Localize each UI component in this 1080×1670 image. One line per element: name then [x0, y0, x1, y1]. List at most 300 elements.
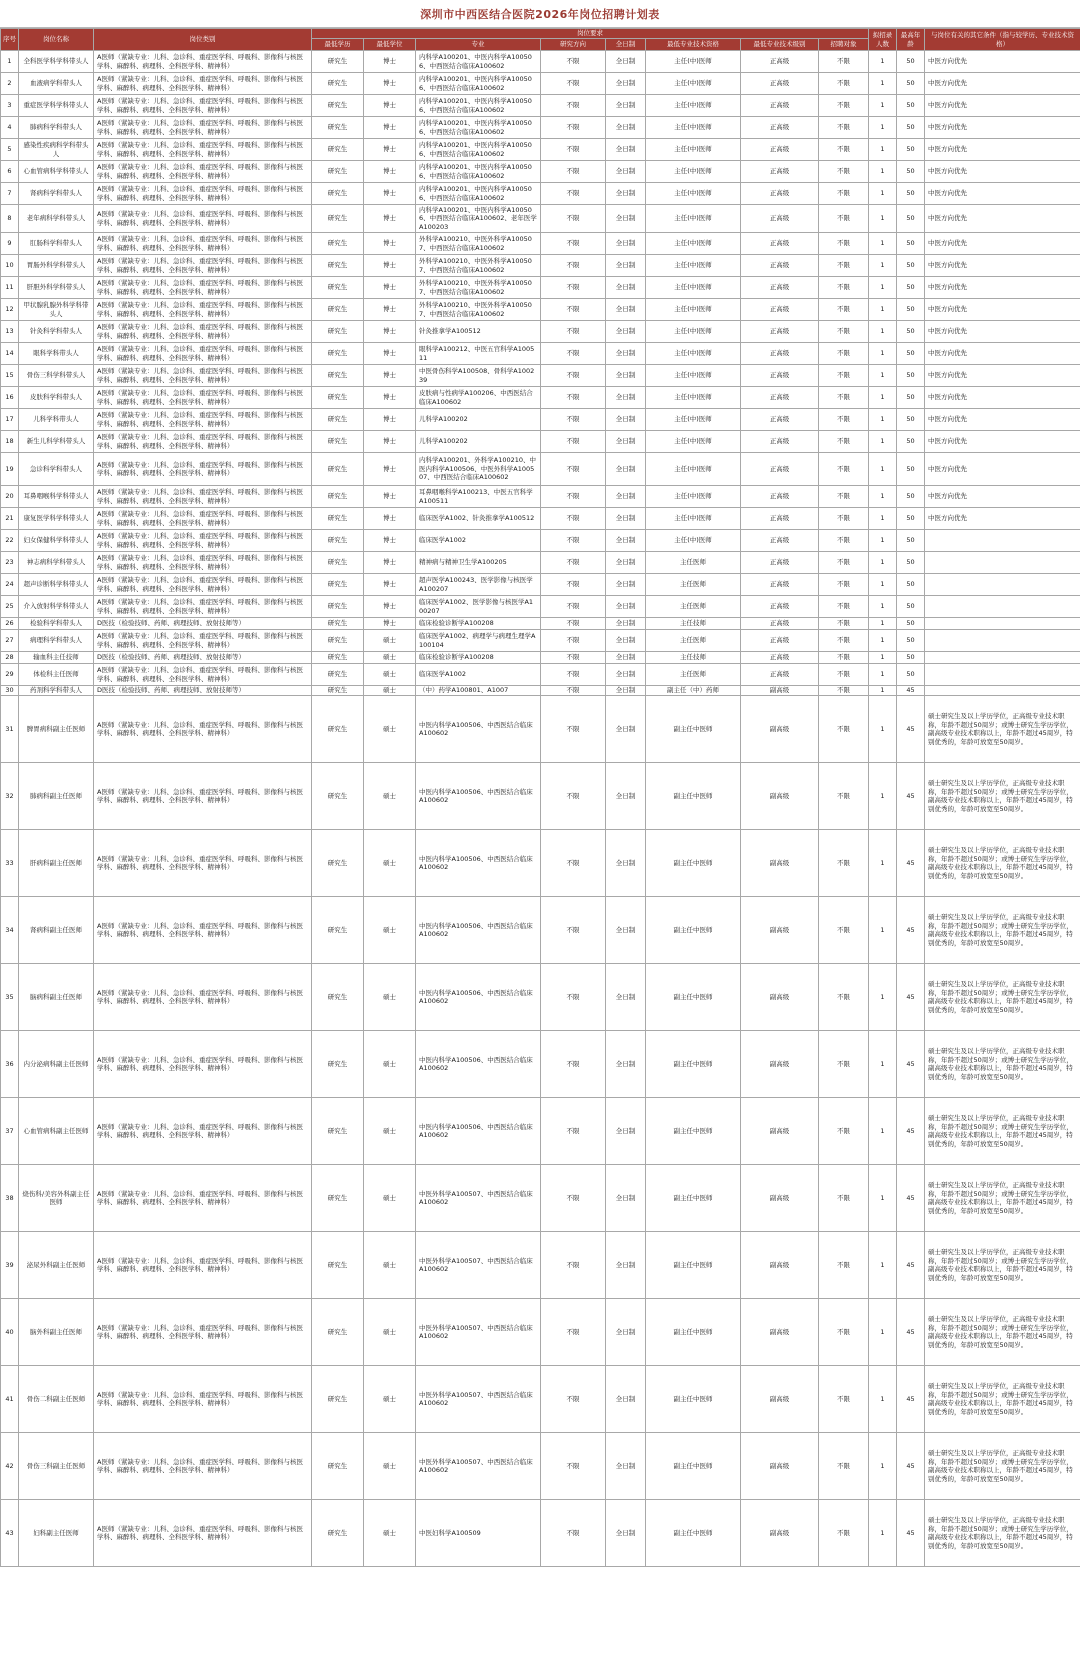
cell-min-tech-level: 副高级 — [741, 897, 819, 964]
cell-min-tech-level: 副高级 — [741, 686, 819, 696]
cell-min-degree: 硕士 — [364, 630, 416, 652]
cell-other: 中医方向优先 — [925, 205, 1080, 233]
cell-headcount: 1 — [869, 183, 897, 205]
cell-headcount: 1 — [869, 205, 897, 233]
cell-max-age: 50 — [897, 365, 925, 387]
cell-min-tech-qual: 副主任中医师 — [646, 964, 741, 1031]
cell-seq: 14 — [1, 343, 19, 365]
cell-fulltime: 全日制 — [606, 139, 646, 161]
cell-min-tech-qual: 副主任中医师 — [646, 1500, 741, 1567]
cell-min-tech-level: 正高级 — [741, 530, 819, 552]
cell-max-age: 45 — [897, 1366, 925, 1433]
cell-max-age: 50 — [897, 387, 925, 409]
cell-target: 不限 — [819, 453, 869, 486]
cell-position-name: 检验科学科带头人 — [19, 618, 94, 630]
cell-seq: 28 — [1, 652, 19, 664]
cell-min-degree: 硕士 — [364, 763, 416, 830]
cell-max-age: 50 — [897, 453, 925, 486]
cell-research: 不限 — [541, 431, 606, 453]
cell-max-age: 50 — [897, 51, 925, 73]
cell-headcount: 1 — [869, 161, 897, 183]
cell-research: 不限 — [541, 409, 606, 431]
cell-position-name: 肝病科副主任医师 — [19, 830, 94, 897]
header-fulltime: 全日制 — [606, 39, 646, 51]
cell-category: A医师（紧缺专业：儿科、急诊科、重症医学科、呼吸科、影像科与核医学科、麻醉科、病理科、全科医学科、精神科） — [94, 255, 312, 277]
cell-min-education: 研究生 — [312, 409, 364, 431]
cell-major: 临床检验诊断学A100208 — [416, 652, 541, 664]
cell-major: 耳鼻咽喉科学A100213、中医五官科学A100511 — [416, 486, 541, 508]
cell-research: 不限 — [541, 117, 606, 139]
cell-min-education: 研究生 — [312, 95, 364, 117]
cell-max-age: 50 — [897, 73, 925, 95]
cell-seq: 27 — [1, 630, 19, 652]
cell-research: 不限 — [541, 618, 606, 630]
cell-min-tech-qual: 主任(中)医师 — [646, 73, 741, 95]
cell-other: 硕士研究生及以上学历学位，正高级专业技术职称，年龄不超过50周岁；或博士研究生学历学位，副高级专业技术职称以上，年龄不超过45周岁，特别优秀的，年龄可放宽至50周岁。 — [925, 763, 1080, 830]
cell-category: A医师（紧缺专业：儿科、急诊科、重症医学科、呼吸科、影像科与核医学科、麻醉科、病理科、全科医学科、精神科） — [94, 1031, 312, 1098]
cell-research: 不限 — [541, 299, 606, 321]
cell-min-degree: 博士 — [364, 95, 416, 117]
cell-min-tech-level: 正高级 — [741, 139, 819, 161]
cell-headcount: 1 — [869, 1299, 897, 1366]
cell-major: 外科学A100210、中医外科学A100507、中西医结合临床A100602 — [416, 255, 541, 277]
cell-research: 不限 — [541, 696, 606, 763]
cell-min-tech-qual: 主任(中)医师 — [646, 51, 741, 73]
table-row — [1, 696, 1080, 763]
cell-headcount: 1 — [869, 233, 897, 255]
cell-min-tech-level: 副高级 — [741, 964, 819, 1031]
cell-other: 硕士研究生及以上学历学位，正高级专业技术职称，年龄不超过50周岁；或博士研究生学历学位，副高级专业技术职称以上，年龄不超过45周岁，特别优秀的，年龄可放宽至50周岁。 — [925, 1500, 1080, 1567]
cell-position-name: 肾病科副主任医师 — [19, 897, 94, 964]
cell-min-education: 研究生 — [312, 117, 364, 139]
cell-min-tech-qual: 副主任中医师 — [646, 1299, 741, 1366]
cell-target: 不限 — [819, 652, 869, 664]
cell-category: A医师（紧缺专业：儿科、急诊科、重症医学科、呼吸科、影像科与核医学科、麻醉科、病理科、全科医学科、精神科） — [94, 1299, 312, 1366]
cell-target: 不限 — [819, 255, 869, 277]
cell-min-education: 研究生 — [312, 652, 364, 664]
table-row — [1, 1500, 1080, 1567]
cell-position-name: 肝胆外科学科带头人 — [19, 277, 94, 299]
cell-min-education: 研究生 — [312, 299, 364, 321]
cell-target: 不限 — [819, 387, 869, 409]
cell-other: 硕士研究生及以上学历学位，正高级专业技术职称，年龄不超过50周岁；或博士研究生学历学位，副高级专业技术职称以上，年龄不超过45周岁，特别优秀的，年龄可放宽至50周岁。 — [925, 1031, 1080, 1098]
cell-min-tech-level: 副高级 — [741, 1098, 819, 1165]
cell-target: 不限 — [819, 95, 869, 117]
cell-category: A医师（紧缺专业：儿科、急诊科、重症医学科、呼吸科、影像科与核医学科、麻醉科、病理科、全科医学科、精神科） — [94, 365, 312, 387]
cell-min-tech-qual: 主任医师 — [646, 574, 741, 596]
cell-other: 中医方向优先 — [925, 233, 1080, 255]
table-row — [1, 530, 1080, 552]
cell-fulltime: 全日制 — [606, 343, 646, 365]
cell-major: 中医内科学A100506、中西医结合临床A100602 — [416, 897, 541, 964]
cell-seq: 26 — [1, 618, 19, 630]
cell-category: A医师（紧缺专业：儿科、急诊科、重症医学科、呼吸科、影像科与核医学科、麻醉科、病理科、全科医学科、精神科） — [94, 530, 312, 552]
cell-major: 中医内科学A100506、中西医结合临床A100602 — [416, 964, 541, 1031]
cell-category: A医师（紧缺专业：儿科、急诊科、重症医学科、呼吸科、影像科与核医学科、麻醉科、病理科、全科医学科、精神科） — [94, 453, 312, 486]
cell-category: A医师（紧缺专业：儿科、急诊科、重症医学科、呼吸科、影像科与核医学科、麻醉科、病理科、全科医学科、精神科） — [94, 630, 312, 652]
header-min-tech-qual: 最低专业技术资格 — [646, 39, 741, 51]
cell-min-education: 研究生 — [312, 964, 364, 1031]
cell-max-age: 50 — [897, 205, 925, 233]
cell-headcount: 1 — [869, 486, 897, 508]
cell-headcount: 1 — [869, 1366, 897, 1433]
cell-fulltime: 全日制 — [606, 508, 646, 530]
cell-min-tech-qual: 主任医师 — [646, 630, 741, 652]
table-row — [1, 343, 1080, 365]
cell-position-name: 体检科主任医师 — [19, 664, 94, 686]
cell-position-name: 药剂科学科带头人 — [19, 686, 94, 696]
cell-research: 不限 — [541, 255, 606, 277]
table-row — [1, 618, 1080, 630]
cell-other — [925, 530, 1080, 552]
cell-headcount: 1 — [869, 630, 897, 652]
cell-min-tech-qual: 副主任中医师 — [646, 1165, 741, 1232]
cell-min-education: 研究生 — [312, 161, 364, 183]
cell-min-tech-qual: 主任(中)医师 — [646, 233, 741, 255]
cell-min-education: 研究生 — [312, 1232, 364, 1299]
cell-min-tech-level: 副高级 — [741, 763, 819, 830]
cell-headcount: 1 — [869, 574, 897, 596]
cell-category: A医师（紧缺专业：儿科、急诊科、重症医学科、呼吸科、影像科与核医学科、麻醉科、病理科、全科医学科、精神科） — [94, 431, 312, 453]
cell-max-age: 50 — [897, 321, 925, 343]
cell-min-tech-level: 正高级 — [741, 255, 819, 277]
cell-major: 外科学A100210、中医外科学A100507、中西医结合临床A100602 — [416, 299, 541, 321]
cell-max-age: 50 — [897, 486, 925, 508]
cell-research: 不限 — [541, 139, 606, 161]
cell-fulltime: 全日制 — [606, 73, 646, 95]
cell-target: 不限 — [819, 530, 869, 552]
cell-min-education: 研究生 — [312, 387, 364, 409]
table-row — [1, 409, 1080, 431]
cell-min-tech-qual: 副主任中医师 — [646, 696, 741, 763]
cell-fulltime: 全日制 — [606, 205, 646, 233]
cell-min-education: 研究生 — [312, 574, 364, 596]
cell-major: 中医内科学A100506、中西医结合临床A100602 — [416, 1098, 541, 1165]
cell-min-tech-level: 副高级 — [741, 830, 819, 897]
header-research: 研究方向 — [541, 39, 606, 51]
cell-min-education: 研究生 — [312, 1366, 364, 1433]
cell-research: 不限 — [541, 763, 606, 830]
cell-min-degree: 硕士 — [364, 830, 416, 897]
cell-position-name: 泌尿外科副主任医师 — [19, 1232, 94, 1299]
cell-category: A医师（紧缺专业：儿科、急诊科、重症医学科、呼吸科、影像科与核医学科、麻醉科、病理科、全科医学科、精神科） — [94, 139, 312, 161]
cell-research: 不限 — [541, 830, 606, 897]
cell-min-tech-qual: 主任(中)医师 — [646, 299, 741, 321]
cell-research: 不限 — [541, 233, 606, 255]
cell-research: 不限 — [541, 1165, 606, 1232]
cell-min-tech-qual: 主任(中)医师 — [646, 453, 741, 486]
cell-research: 不限 — [541, 596, 606, 618]
cell-min-education: 研究生 — [312, 596, 364, 618]
cell-major: 中医内科学A100506、中西医结合临床A100602 — [416, 696, 541, 763]
cell-target: 不限 — [819, 596, 869, 618]
cell-major: 超声医学A100243、医学影像与核医学A100207 — [416, 574, 541, 596]
cell-min-tech-level: 正高级 — [741, 664, 819, 686]
cell-seq: 20 — [1, 486, 19, 508]
cell-min-education: 研究生 — [312, 696, 364, 763]
cell-min-tech-qual: 副主任中医师 — [646, 1433, 741, 1500]
cell-min-degree: 博士 — [364, 387, 416, 409]
cell-position-name: 肺病科学科带头人 — [19, 117, 94, 139]
cell-min-education: 研究生 — [312, 664, 364, 686]
cell-target: 不限 — [819, 1500, 869, 1567]
cell-category: D医技（检验技师、药师、病理技师、放射技师等） — [94, 686, 312, 696]
cell-fulltime: 全日制 — [606, 431, 646, 453]
cell-category: A医师（紧缺专业：儿科、急诊科、重症医学科、呼吸科、影像科与核医学科、麻醉科、病理科、全科医学科、精神科） — [94, 1165, 312, 1232]
cell-target: 不限 — [819, 763, 869, 830]
table-row — [1, 431, 1080, 453]
cell-min-tech-level: 正高级 — [741, 183, 819, 205]
cell-min-degree: 硕士 — [364, 1366, 416, 1433]
table-row — [1, 51, 1080, 73]
cell-position-name: 介入放射科学科带头人 — [19, 596, 94, 618]
cell-min-degree: 博士 — [364, 321, 416, 343]
cell-min-tech-level: 正高级 — [741, 486, 819, 508]
table-row — [1, 1098, 1080, 1165]
cell-research: 不限 — [541, 1433, 606, 1500]
cell-research: 不限 — [541, 508, 606, 530]
cell-seq: 21 — [1, 508, 19, 530]
cell-max-age: 50 — [897, 233, 925, 255]
cell-min-tech-qual: 副主任中医师 — [646, 1098, 741, 1165]
cell-major: 针灸推拿学A100512 — [416, 321, 541, 343]
cell-min-tech-level: 副高级 — [741, 1165, 819, 1232]
table-row — [1, 964, 1080, 1031]
cell-fulltime: 全日制 — [606, 277, 646, 299]
cell-min-education: 研究生 — [312, 830, 364, 897]
table-row — [1, 486, 1080, 508]
cell-major: 眼科学A100212、中医五官科学A100511 — [416, 343, 541, 365]
cell-min-degree: 博士 — [364, 139, 416, 161]
cell-headcount: 1 — [869, 964, 897, 1031]
cell-min-education: 研究生 — [312, 277, 364, 299]
cell-major: 内科学A100201、中医内科学A100506、中西医结合临床A100602 — [416, 73, 541, 95]
cell-min-degree: 博士 — [364, 508, 416, 530]
cell-major: 中医外科学A100507、中西医结合临床A100602 — [416, 1366, 541, 1433]
cell-seq: 37 — [1, 1098, 19, 1165]
cell-fulltime: 全日制 — [606, 964, 646, 1031]
cell-min-tech-level: 正高级 — [741, 73, 819, 95]
table-row — [1, 321, 1080, 343]
header-min-tech-level: 最低专业技术级别 — [741, 39, 819, 51]
cell-target: 不限 — [819, 1232, 869, 1299]
cell-other: 中医方向优先 — [925, 161, 1080, 183]
cell-position-name: 肛肠科学科带头人 — [19, 233, 94, 255]
cell-other: 硕士研究生及以上学历学位，正高级专业技术职称，年龄不超过50周岁；或博士研究生学历学位，副高级专业技术职称以上，年龄不超过45周岁，特别优秀的，年龄可放宽至50周岁。 — [925, 1232, 1080, 1299]
cell-min-education: 研究生 — [312, 183, 364, 205]
cell-target: 不限 — [819, 51, 869, 73]
cell-min-tech-qual: 主任医师 — [646, 552, 741, 574]
cell-min-education: 研究生 — [312, 139, 364, 161]
cell-major: 中医外科学A100507、中西医结合临床A100602 — [416, 1165, 541, 1232]
cell-max-age: 50 — [897, 139, 925, 161]
cell-min-education: 研究生 — [312, 630, 364, 652]
cell-target: 不限 — [819, 431, 869, 453]
cell-research: 不限 — [541, 574, 606, 596]
cell-target: 不限 — [819, 321, 869, 343]
cell-min-education: 研究生 — [312, 51, 364, 73]
header-max-age: 最高年龄 — [897, 29, 925, 51]
cell-position-name: 脑病科副主任医师 — [19, 964, 94, 1031]
cell-major: 内科学A100201、外科学A100210、中医内科学A100506、中医外科学A100507、中西医结合临床A100602 — [416, 453, 541, 486]
cell-min-degree: 硕士 — [364, 696, 416, 763]
cell-position-name: 老年病科学科带头人 — [19, 205, 94, 233]
cell-max-age: 45 — [897, 1031, 925, 1098]
cell-min-education: 研究生 — [312, 365, 364, 387]
header-category: 岗位类别 — [94, 29, 312, 51]
cell-fulltime: 全日制 — [606, 1299, 646, 1366]
cell-fulltime: 全日制 — [606, 486, 646, 508]
cell-headcount: 1 — [869, 897, 897, 964]
cell-max-age: 50 — [897, 343, 925, 365]
cell-min-tech-level: 正高级 — [741, 365, 819, 387]
cell-min-degree: 博士 — [364, 552, 416, 574]
cell-other: 硕士研究生及以上学历学位，正高级专业技术职称，年龄不超过50周岁；或博士研究生学历学位，副高级专业技术职称以上，年龄不超过45周岁，特别优秀的，年龄可放宽至50周岁。 — [925, 897, 1080, 964]
cell-category: A医师（紧缺专业：儿科、急诊科、重症医学科、呼吸科、影像科与核医学科、麻醉科、病理科、全科医学科、精神科） — [94, 664, 312, 686]
cell-fulltime: 全日制 — [606, 1433, 646, 1500]
table-row — [1, 453, 1080, 486]
cell-major: 外科学A100210、中医外科学A100507、中西医结合临床A100602 — [416, 233, 541, 255]
cell-max-age: 50 — [897, 574, 925, 596]
cell-min-tech-level: 正高级 — [741, 117, 819, 139]
cell-seq: 36 — [1, 1031, 19, 1098]
table-row — [1, 1165, 1080, 1232]
cell-position-name: 胃肠外科学科带头人 — [19, 255, 94, 277]
table-row — [1, 73, 1080, 95]
cell-min-tech-level: 正高级 — [741, 277, 819, 299]
cell-category: D医技（检验技师、药师、病理技师、放射技师等） — [94, 652, 312, 664]
cell-fulltime: 全日制 — [606, 1366, 646, 1433]
cell-seq: 29 — [1, 664, 19, 686]
cell-min-degree: 硕士 — [364, 897, 416, 964]
cell-major: 内科学A100201、中医内科学A100506、中西医结合临床A100602 — [416, 51, 541, 73]
cell-min-tech-level: 正高级 — [741, 205, 819, 233]
cell-min-tech-level: 正高级 — [741, 630, 819, 652]
table-row — [1, 897, 1080, 964]
cell-min-tech-level: 副高级 — [741, 1366, 819, 1433]
cell-min-degree: 硕士 — [364, 1031, 416, 1098]
header-position-name: 岗位名称 — [19, 29, 94, 51]
cell-seq: 33 — [1, 830, 19, 897]
cell-position-name: 骨伤三科学科带头人 — [19, 365, 94, 387]
cell-min-education: 研究生 — [312, 453, 364, 486]
cell-research: 不限 — [541, 486, 606, 508]
cell-research: 不限 — [541, 964, 606, 1031]
cell-research: 不限 — [541, 1500, 606, 1567]
cell-min-education: 研究生 — [312, 897, 364, 964]
cell-position-name: 心血管病科学科带头人 — [19, 161, 94, 183]
cell-position-name: 重症医学科学科带头人 — [19, 95, 94, 117]
cell-research: 不限 — [541, 73, 606, 95]
cell-min-education: 研究生 — [312, 255, 364, 277]
cell-max-age: 45 — [897, 1098, 925, 1165]
cell-major: 中医外科学A100507、中西医结合临床A100602 — [416, 1232, 541, 1299]
table-row — [1, 1232, 1080, 1299]
cell-other: 硕士研究生及以上学历学位，正高级专业技术职称，年龄不超过50周岁；或博士研究生学历学位，副高级专业技术职称以上，年龄不超过45周岁，特别优秀的，年龄可放宽至50周岁。 — [925, 1366, 1080, 1433]
cell-other: 硕士研究生及以上学历学位，正高级专业技术职称，年龄不超过50周岁；或博士研究生学历学位，副高级专业技术职称以上，年龄不超过45周岁，特别优秀的，年龄可放宽至50周岁。 — [925, 1098, 1080, 1165]
cell-min-degree: 博士 — [364, 255, 416, 277]
cell-position-name: 血液病学科带头人 — [19, 73, 94, 95]
cell-fulltime: 全日制 — [606, 897, 646, 964]
cell-seq: 3 — [1, 95, 19, 117]
cell-seq: 19 — [1, 453, 19, 486]
sheet-title: 深圳市中西医结合医院2026年岗位招聘计划表 — [0, 0, 1080, 28]
cell-seq: 42 — [1, 1433, 19, 1500]
cell-min-tech-qual: 主任(中)医师 — [646, 161, 741, 183]
cell-major: （中）药学A100801、A1007 — [416, 686, 541, 696]
cell-seq: 10 — [1, 255, 19, 277]
cell-category: A医师（紧缺专业：儿科、急诊科、重症医学科、呼吸科、影像科与核医学科、麻醉科、病理科、全科医学科、精神科） — [94, 343, 312, 365]
cell-other: 硕士研究生及以上学历学位，正高级专业技术职称，年龄不超过50周岁；或博士研究生学历学位，副高级专业技术职称以上，年龄不超过45周岁，特别优秀的，年龄可放宽至50周岁。 — [925, 1165, 1080, 1232]
table-row — [1, 596, 1080, 618]
cell-fulltime: 全日制 — [606, 95, 646, 117]
cell-min-tech-level: 正高级 — [741, 299, 819, 321]
cell-seq: 17 — [1, 409, 19, 431]
cell-target: 不限 — [819, 117, 869, 139]
cell-fulltime: 全日制 — [606, 409, 646, 431]
cell-position-name: 肾病科学科带头人 — [19, 183, 94, 205]
cell-min-degree: 博士 — [364, 343, 416, 365]
cell-headcount: 1 — [869, 596, 897, 618]
cell-headcount: 1 — [869, 277, 897, 299]
cell-fulltime: 全日制 — [606, 630, 646, 652]
header-target: 招聘对象 — [819, 39, 869, 51]
cell-other — [925, 664, 1080, 686]
cell-seq: 12 — [1, 299, 19, 321]
cell-major: 内科学A100201、中医内科学A100506、中西医结合临床A100602 — [416, 183, 541, 205]
cell-position-name: 烧伤科/美容外科副主任医师 — [19, 1165, 94, 1232]
cell-max-age: 45 — [897, 964, 925, 1031]
cell-min-tech-level: 正高级 — [741, 95, 819, 117]
cell-other: 中医方向优先 — [925, 409, 1080, 431]
cell-position-name: 儿科学科带头人 — [19, 409, 94, 431]
cell-other: 中医方向优先 — [925, 508, 1080, 530]
cell-other — [925, 630, 1080, 652]
cell-fulltime: 全日制 — [606, 530, 646, 552]
table-row — [1, 664, 1080, 686]
cell-other: 硕士研究生及以上学历学位，正高级专业技术职称，年龄不超过50周岁；或博士研究生学历学位，副高级专业技术职称以上，年龄不超过45周岁，特别优秀的，年龄可放宽至50周岁。 — [925, 830, 1080, 897]
cell-fulltime: 全日制 — [606, 299, 646, 321]
cell-position-name: 耳鼻咽喉科学科带头人 — [19, 486, 94, 508]
table-row — [1, 139, 1080, 161]
cell-category: A医师（紧缺专业：儿科、急诊科、重症医学科、呼吸科、影像科与核医学科、麻醉科、病理科、全科医学科、精神科） — [94, 830, 312, 897]
cell-target: 不限 — [819, 139, 869, 161]
cell-fulltime: 全日制 — [606, 652, 646, 664]
cell-min-degree: 博士 — [364, 530, 416, 552]
cell-min-education: 研究生 — [312, 552, 364, 574]
cell-min-tech-qual: 主任医师 — [646, 664, 741, 686]
cell-seq: 35 — [1, 964, 19, 1031]
cell-research: 不限 — [541, 552, 606, 574]
cell-target: 不限 — [819, 1433, 869, 1500]
cell-research: 不限 — [541, 1232, 606, 1299]
cell-min-degree: 博士 — [364, 574, 416, 596]
cell-fulltime: 全日制 — [606, 365, 646, 387]
cell-category: A医师（紧缺专业：儿科、急诊科、重症医学科、呼吸科、影像科与核医学科、麻醉科、病理科、全科医学科、精神科） — [94, 574, 312, 596]
cell-category: A医师（紧缺专业：儿科、急诊科、重症医学科、呼吸科、影像科与核医学科、麻醉科、病理科、全科医学科、精神科） — [94, 897, 312, 964]
cell-min-tech-qual: 主任(中)医师 — [646, 183, 741, 205]
cell-fulltime: 全日制 — [606, 453, 646, 486]
cell-major: 临床医学A1002 — [416, 664, 541, 686]
cell-research: 不限 — [541, 205, 606, 233]
cell-min-degree: 博士 — [364, 486, 416, 508]
cell-category: A医师（紧缺专业：儿科、急诊科、重症医学科、呼吸科、影像科与核医学科、麻醉科、病理科、全科医学科、精神科） — [94, 1232, 312, 1299]
header-min-degree: 最低学位 — [364, 39, 416, 51]
table-row — [1, 552, 1080, 574]
cell-research: 不限 — [541, 183, 606, 205]
cell-category: A医师（紧缺专业：儿科、急诊科、重症医学科、呼吸科、影像科与核医学科、麻醉科、病理科、全科医学科、精神科） — [94, 183, 312, 205]
cell-research: 不限 — [541, 1366, 606, 1433]
